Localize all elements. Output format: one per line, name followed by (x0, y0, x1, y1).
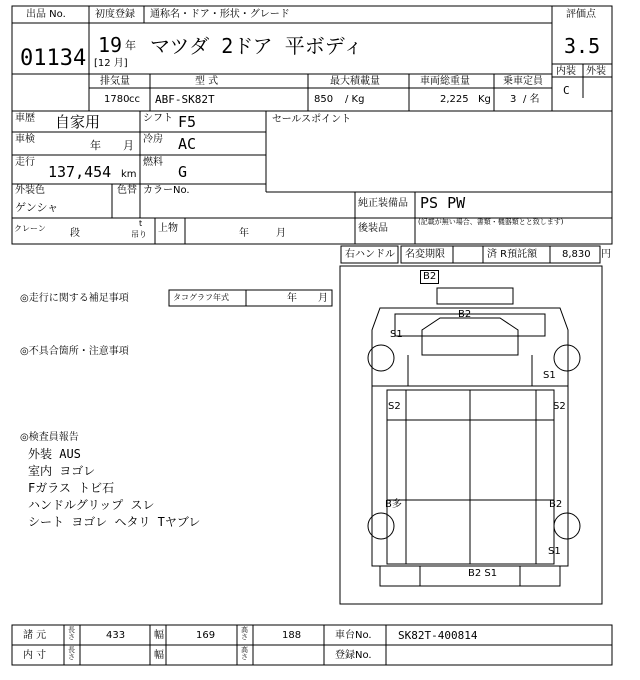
width-label: 幅 (154, 630, 164, 641)
inspection-label: 車検 (15, 134, 35, 145)
inspector-note-line: シート ヨゴレ ヘタリ Tヤブレ (28, 515, 201, 529)
truck-roof (437, 288, 513, 304)
inner-width-label: 幅 (154, 650, 164, 661)
inner-height-label: 高さ (241, 646, 248, 662)
inspector-label: ◎検査員報告 (20, 432, 79, 443)
fuel-label: 燃料 (143, 157, 163, 168)
inspection-year: 年 (90, 139, 101, 152)
inspector-note-line: 外装 AUS (28, 447, 81, 461)
mileage-value: 137,454 (48, 163, 112, 181)
crane-lift: 吊り (131, 230, 147, 239)
inspector-note-line: 室内 ヨゴレ (28, 464, 96, 478)
width-value: 169 (196, 630, 216, 641)
height-value: 188 (282, 630, 302, 641)
reg-year-unit: 年 (125, 39, 136, 52)
mark-left-s1: S1 (390, 329, 403, 340)
lot-no: 01134 (20, 46, 87, 71)
color-label: 外装色 (15, 185, 45, 196)
name-change-label: 名変期限 (405, 249, 445, 260)
recycle-label: 済 R預託額 (487, 249, 538, 260)
inner-length-label: 長さ (68, 646, 75, 662)
weight-label: 車両総重量 (420, 76, 470, 87)
max-load: 850 (314, 94, 334, 105)
color-no-label: カラーNo. (143, 185, 190, 196)
upper-label: 上物 (158, 223, 178, 234)
inner-dims-label: 内 寸 (23, 650, 47, 661)
history-label: 車歴 (15, 113, 35, 124)
sales-point-label: セールスポイント (272, 114, 352, 125)
gross-weight-unit: Kg (478, 94, 491, 105)
grade-label: 評価点 (566, 9, 596, 20)
shift-label: シフト (143, 113, 173, 124)
vehicle-name: マツダ 2ドア 平ボディ (150, 34, 364, 58)
crane-stage: 段 (70, 228, 80, 239)
mark-right-s2: S2 (553, 401, 566, 412)
crane-ton: t (139, 219, 143, 228)
mileage-label: 走行 (15, 157, 35, 168)
dims-label: 諸 元 (23, 630, 47, 641)
lot-no-label: 出品 No. (26, 9, 66, 20)
model-code: ABF-SK82T (155, 93, 215, 106)
displacement-unit: cc (129, 94, 140, 105)
running-notes-label: ◎走行に関する補足事項 (20, 293, 129, 304)
mark-cab-b2: B2 (458, 309, 472, 320)
capacity-label: 乗車定員 (503, 76, 543, 87)
front-right-wheel (554, 345, 580, 371)
inspector-note-line: ハンドルグリップ スレ (28, 498, 155, 512)
max-load-unit: / Kg (345, 94, 365, 105)
fuel-value: G (178, 163, 188, 181)
chassis-number: SK82T-400814 (398, 629, 478, 642)
inspector-notes (28, 446, 200, 531)
mark-left-b: B多 (385, 499, 402, 510)
upper-year: 年 (239, 228, 249, 239)
equipment-label: 純正装備品 (358, 198, 408, 209)
tacho-label: タコグラフ年式 (173, 293, 229, 302)
aftermarket-label: 後装品 (358, 223, 388, 234)
color-change-label: 色替 (117, 185, 137, 196)
ac-label: 冷房 (143, 134, 163, 145)
recycle-unit: 円 (601, 249, 611, 260)
mileage-unit: km (121, 169, 137, 180)
rhd-flag: 右ハンドル (345, 249, 395, 260)
reg-month: [12 月] (94, 58, 128, 69)
recycle-fee: 8,830 (562, 249, 591, 260)
gross-weight: 2,225 (440, 94, 469, 105)
car-history: 自家用 (55, 113, 101, 131)
overall-grade: 3.5 (564, 34, 601, 58)
crane-label: クレーン (14, 224, 46, 233)
mark-left-s2: S2 (388, 401, 401, 412)
ac-value: AC (178, 135, 197, 153)
vehicle-name-label: 通称名・ドア・形状・グレード (150, 9, 290, 20)
inspector-note-line: Fガラス トビ石 (28, 481, 115, 495)
height-label: 高さ (241, 626, 248, 642)
mark-right-s1-lower: S1 (548, 546, 561, 557)
displacement-label: 排気量 (100, 76, 130, 87)
chassis-label: 車台No. (335, 630, 372, 641)
length-label: 長さ (68, 626, 75, 642)
first-reg-label: 初度登録 (95, 9, 135, 20)
mark-bottom: B2 S1 (468, 568, 498, 579)
load-label: 最大積載量 (330, 76, 380, 87)
mark-right-s1: S1 (543, 370, 556, 381)
exterior-grade-label: 外装 (586, 66, 606, 77)
length-value: 433 (106, 630, 126, 641)
interior-grade: C (563, 84, 570, 97)
inspection-month: 月 (123, 139, 134, 152)
upper-month: 月 (276, 228, 286, 239)
rear-right-wheel (554, 513, 580, 539)
capacity-unit: / 名 (523, 94, 540, 105)
tacho-month: 月 (318, 293, 328, 304)
displacement: 1780 (104, 94, 130, 105)
passenger-capacity: 3 (510, 94, 517, 105)
defects-label: ◎不具合箇所・注意事項 (20, 346, 129, 357)
tacho-year: 年 (287, 293, 297, 304)
equipment-value: PS PW (420, 194, 466, 212)
mark-top-b2: B2 (420, 270, 439, 284)
aftermarket-note: (記載が無い場合、書類・機器類とと致します) (418, 218, 564, 226)
reg-year: 19 (98, 33, 123, 57)
interior-grade-label: 内装 (556, 66, 576, 77)
shift-value: F5 (178, 113, 197, 131)
mark-right-b2: B2 (549, 499, 563, 510)
color-value: ゲンシャ (15, 201, 59, 214)
model-label: 型 式 (195, 76, 219, 87)
reg-no-label: 登録No. (335, 650, 372, 661)
